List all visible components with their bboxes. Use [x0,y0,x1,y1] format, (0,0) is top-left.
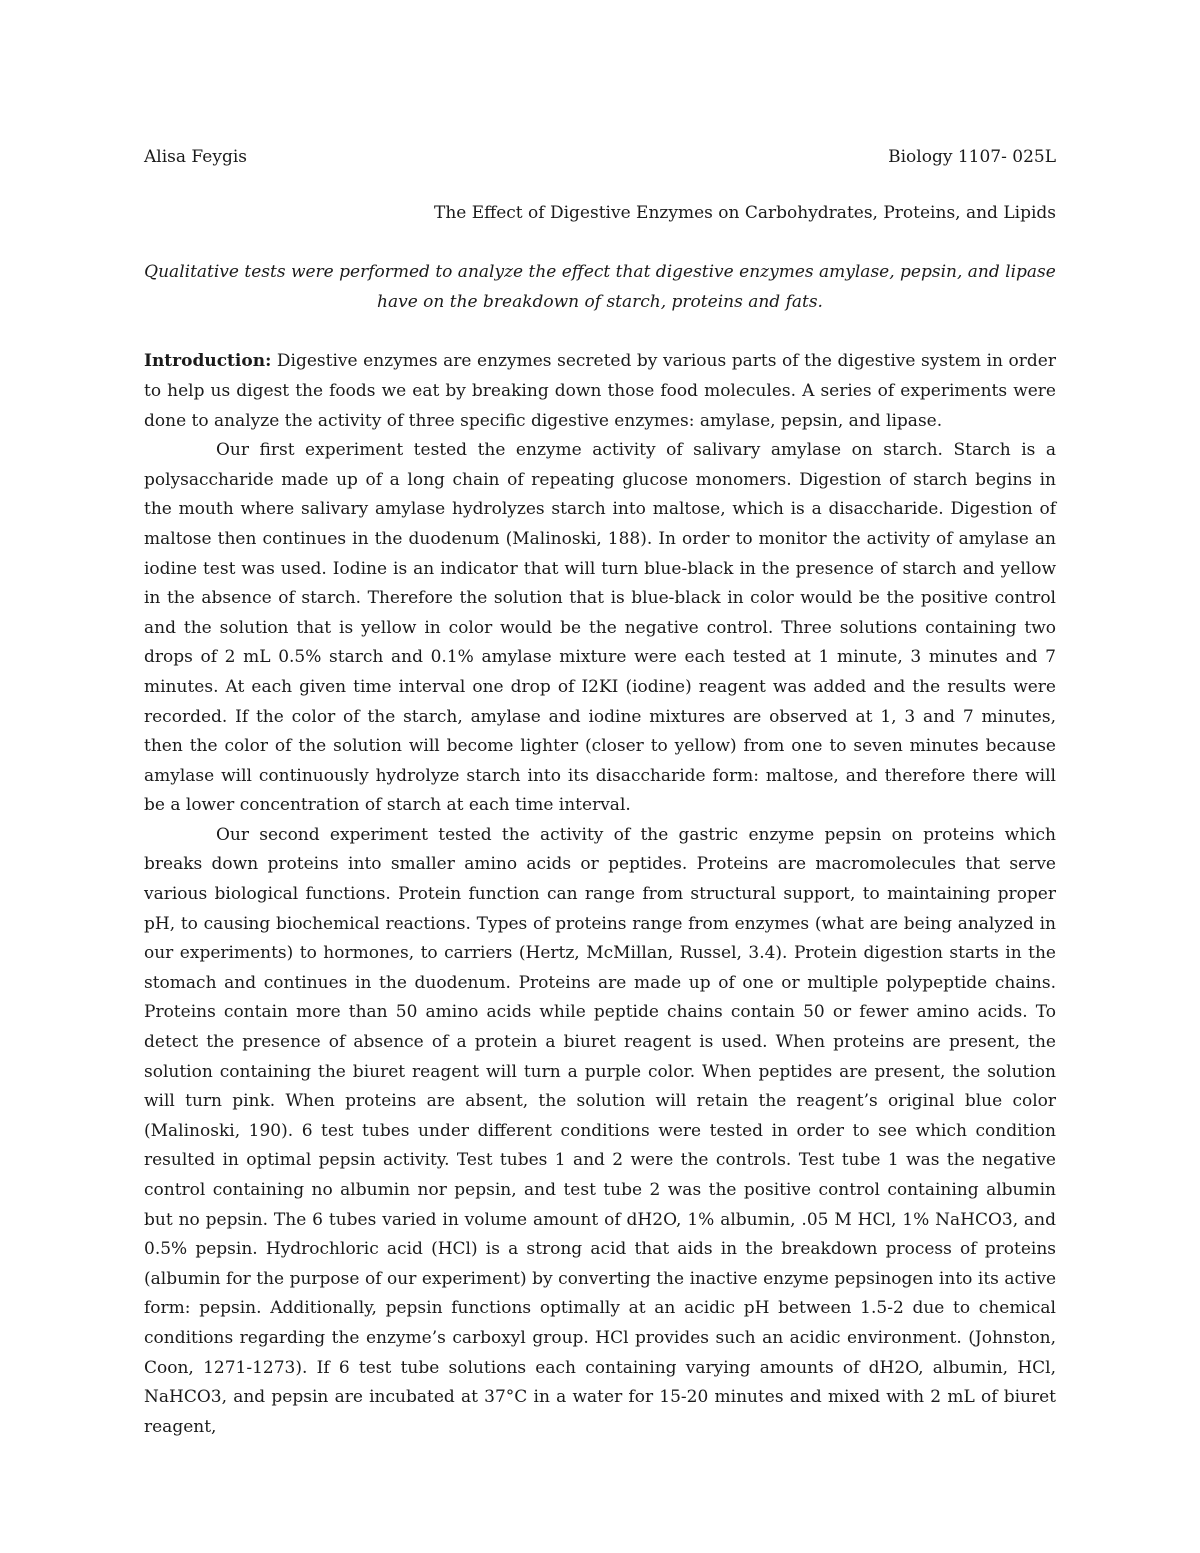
introduction-text: Digestive enzymes are enzymes secreted by various parts of the digestive system in order to help us digest the foods we eat by breaking down those food molecules. A series of experiments were done to analyze the activity of three specific digestive enzymes: amylase, pepsin, and lipase. [144,351,1056,431]
abstract-line-1: Qualitative tests were performed to analyze the effect that digestive enzymes amylase, pepsin, and lipase [144,262,1056,283]
pepsin-paragraph: Our second experiment tested the activity of the gastric enzyme pepsin on proteins which breaks down proteins into smaller amino acids or peptides. Proteins are macromolecules that serve various biological functions. Protein function can range from structural support, to maintaining proper pH, to causing biochemical reactions. Types of proteins range from enzymes (what are being analyzed in our experiments) to hormones, to carriers (Hertz, McMillan, Russel, 3.4). Protein digestion starts in the stomach and continues in the duodenum. Proteins are made up of one or multiple polypeptide chains. Proteins contain more than 50 amino acids while peptide chains contain 50 or fewer amino acids. To detect the presence of absence of a protein a biuret reagent is used. When proteins are present, the solution containing the biuret reagent will turn a purple color. When peptides are present, the solution will turn pink. When proteins are absent, the solution will retain the reagent’s original blue color (Malinoski, 190). 6 test tubes under different conditions were tested in order to see which condition resulted in optimal pepsin activity. Test tubes 1 and 2 were the controls. Test tube 1 was the negative control containing no albumin nor pepsin, and test tube 2 was the positive control containing albumin but no pepsin. The 6 tubes varied in volume amount of dH2O, 1% albumin, .05 M HCl, 1% NaHCO3, and 0.5% pepsin. Hydrochloric acid (HCl) is a strong acid that aids in the breakdown process of proteins (albumin for the purpose of our experiment) by converting the inactive enzyme pepsinogen into its active form: pepsin. Additionally, pepsin functions optimally at an acidic pH between 1.5-2 due to chemical conditions regarding the enzyme’s carboxyl group. HCl provides such an acidic environment. (Johnston, Coon, 1271-1273). If 6 test tube solutions each containing varying amounts of dH2O, albumin, HCl, NaHCO3, and pepsin are incubated at 37°C in a water for 15-20 minutes and mixed with 2 mL of biuret reagent, [144,824,1056,1437]
header-row [144,143,1056,173]
course-code: Biology 1107- 025L [888,147,1056,167]
introduction-paragraph [144,347,1056,436]
abstract-line-2: have on the breakdown of starch, proteins and fats. [377,291,823,312]
amylase-paragraph: Our first experiment tested the enzyme activity of salivary amylase on starch. Starch is a polysaccharide made up of a long chain of repeating glucose monomers. Digestion of starch begins in the mouth where salivary amylase hydrolyzes starch into maltose, which is a disaccharide. Digestion of maltose then continues in the duodenum (Malinoski, 188). In order to monitor the activity of amylase an iodine test was used. Iodine is an indicator that will turn blue-black in the presence of starch and yellow in the absence of starch. Therefore the solution that is blue-black in color would be the positive control and the solution that is yellow in color would be the negative control. Three solutions containing two drops of 2 mL 0.5% starch and 0.1% amylase mixture were each tested at 1 minute, 3 minutes and 7 minutes. At each given time interval one drop of I2KI (iodine) reagent was added and the results were recorded. If the color of the starch, amylase and iodine mixtures are observed at 1, 3 and 7 minutes, then the color of the solution will become lighter (closer to yellow) from one to seven minutes because amylase will continuously hydrolyze starch into its disaccharide form: maltose, and therefore there will be a lower concentration of starch at each time interval. [144,440,1056,816]
introduction-label: Introduction: [144,351,272,372]
abstract [144,258,1056,317]
author-name: Alisa Feygis [144,147,247,167]
paper-title: The Effect of Digestive Enzymes on Carbohydrates, Proteins, and Lipids [433,202,1056,223]
